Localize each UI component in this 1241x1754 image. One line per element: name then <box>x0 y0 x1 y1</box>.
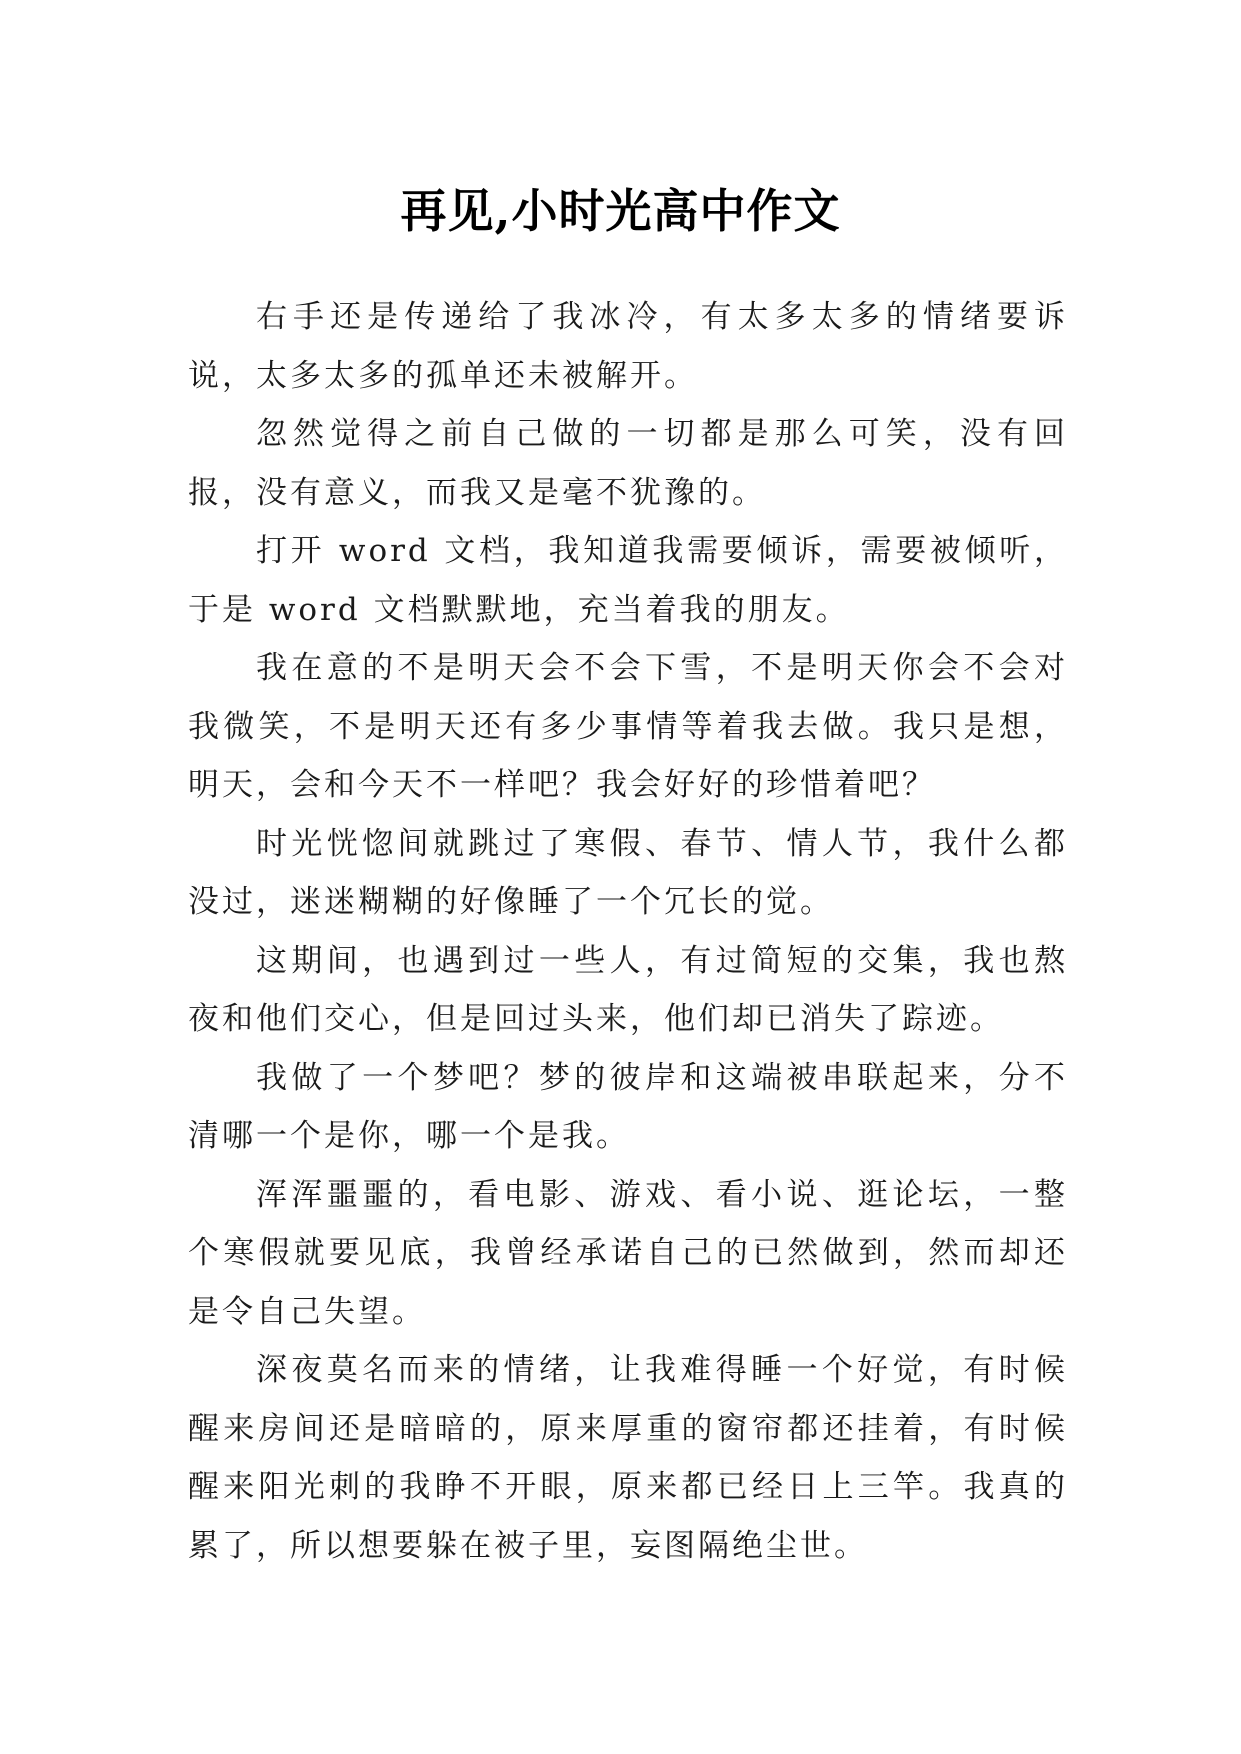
paragraph: 深夜莫名而来的情绪，让我难得睡一个好觉，有时候醒来房间还是暗暗的，原来厚重的窗帘都还挂着，有时候醒来阳光刺的我睁不开眼，原来都已经日上三竿。我真的累了，所以想要躲在被子里，妄图隔绝尘世。 <box>188 1352 1068 1564</box>
paragraph: 右手还是传递给了我冰冷，有太多太多的情绪要诉说，太多太多的孤单还未被解开。 <box>188 299 1068 394</box>
paragraph: 打开 word 文档，我知道我需要倾诉，需要被倾听，于是 word 文档默默地，充当着我的朋友。 <box>188 533 1068 628</box>
document-body <box>188 288 1068 1575</box>
paragraph: 这期间，也遇到过一些人，有过简短的交集，我也熬夜和他们交心，但是回过头来，他们却已消失了踪迹。 <box>188 942 1068 1037</box>
paragraph: 时光恍惚间就跳过了寒假、春节、情人节，我什么都没过，迷迷糊糊的好像睡了一个冗长的觉。 <box>188 825 1068 920</box>
document-title: 再见,小时光高中作文 <box>400 183 841 238</box>
paragraph: 我做了一个梦吧？梦的彼岸和这端被串联起来，分不清哪一个是你，哪一个是我。 <box>188 1059 1068 1154</box>
paragraph: 忽然觉得之前自己做的一切都是那么可笑，没有回报，没有意义，而我又是毫不犹豫的。 <box>188 416 1068 511</box>
paragraph: 浑浑噩噩的，看电影、游戏、看小说、逛论坛，一整个寒假就要见底，我曾经承诺自己的已然做到，然而却还是令自己失望。 <box>188 1176 1068 1330</box>
paragraph: 我在意的不是明天会不会下雪，不是明天你会不会对我微笑，不是明天还有多少事情等着我去做。我只是想，明天，会和今天不一样吧？我会好好的珍惜着吧？ <box>188 650 1068 803</box>
